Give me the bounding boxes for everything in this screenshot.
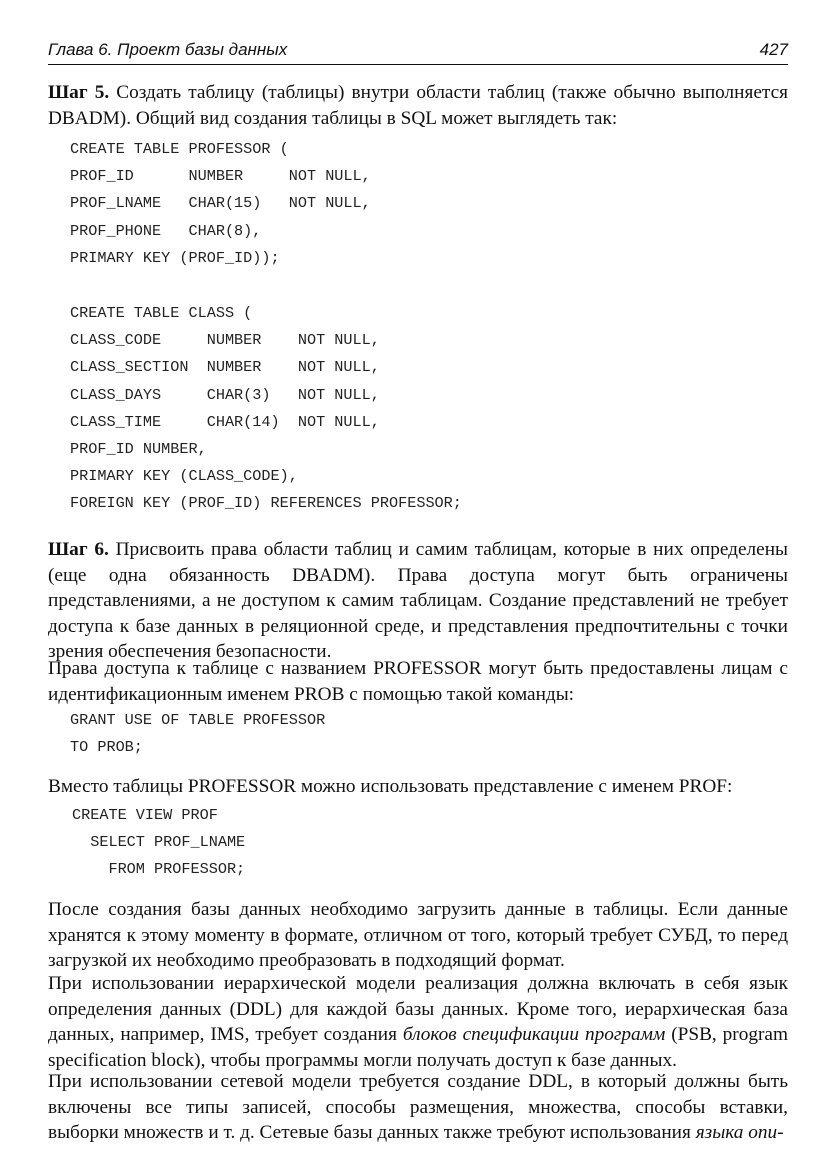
code-grant: GRANT USE OF TABLE PROFESSOR TO PROB; [70,711,326,757]
step-6-text: Присвоить права области таблиц и самим таблицам, которые в них определены (еще одна обязанность DBADM). Права доступа могут быть ограничены представлениями, а не доступом к самим таблицам. Создание представлений не требует доступа к базе данных в реляционной среде, и представления предпочтительны с точки зрения обеспечения безопасности. [48,539,788,662]
step-5-label: Шаг 5. [48,82,110,103]
network-italic-term: языка опи- [695,1122,784,1143]
step-5-paragraph [48,80,788,131]
step-6-label: Шаг 6. [48,539,109,560]
hierarchical-text-2: (PSB, program specification block), чтобы программы могли получать доступ к базе данных. [48,1024,788,1071]
code-create-class: CREATE TABLE CLASS ( CLASS_CODE NUMBER NOT NULL, CLASS_SECTION NUMBER NOT NULL, CLASS_DAYS CHAR(3) NOT NULL, CLASS_TIME CHAR(14) NOT NULL, PROF_ID NUMBER, PRIMARY KEY (CLASS_CODE), FOREIGN KEY (PROF_ID) REFERENCES PROFESSOR; [70,304,462,513]
hierarchical-italic-term: блоков спецификации программ [402,1024,666,1045]
step-6-paragraph [48,537,788,665]
code-create-view: CREATE VIEW PROF SELECT PROF_LNAME FROM PROFESSOR; [72,806,246,879]
page-number: 427 [759,40,788,59]
hierarchical-paragraph [48,971,788,1073]
chapter-title: Глава 6. Проект базы данных [48,40,288,59]
rights-paragraph: Права доступа к таблице с названием PROFESSOR могут быть предоставлены лицам с идентификационным именем PROB с помощью такой команды: [48,658,788,705]
view-paragraph: Вместо таблицы PROFESSOR можно использовать представление с именем PROF: [48,776,733,797]
step-5-text: Создать таблицу (таблицы) внутри области таблиц (также обычно выполняется DBADM). Общий вид создания таблицы в SQL может выглядеть так: [48,82,788,129]
code-create-professor: CREATE TABLE PROFESSOR ( PROF_ID NUMBER NOT NULL, PROF_LNAME CHAR(15) NOT NULL, PROF_PHONE CHAR(8), PRIMARY KEY (PROF_ID)); [70,140,371,267]
network-paragraph [48,1069,788,1146]
network-text: При использовании сетевой модели требуется создание DDL, в который должны быть включены все типы записей, способы размещения, множества, способы вставки, выборки множеств и т. д. Сетевые базы данных также требуют использования [48,1071,788,1143]
running-header [48,40,788,65]
load-paragraph: После создания базы данных необходимо загрузить данные в таблицы. Если данные хранятся к этому моменту в формате, отличном от того, который требует СУБД, то перед загрузкой их необходимо преобразовать в подходящий формат. [48,899,788,971]
hierarchical-text-1: При использовании иерархической модели реализация должна включать в себя язык определения данных (DDL) для каждой базы данных. Кроме того, иерархическая база данных, например, IMS, требует создания [48,973,788,1045]
